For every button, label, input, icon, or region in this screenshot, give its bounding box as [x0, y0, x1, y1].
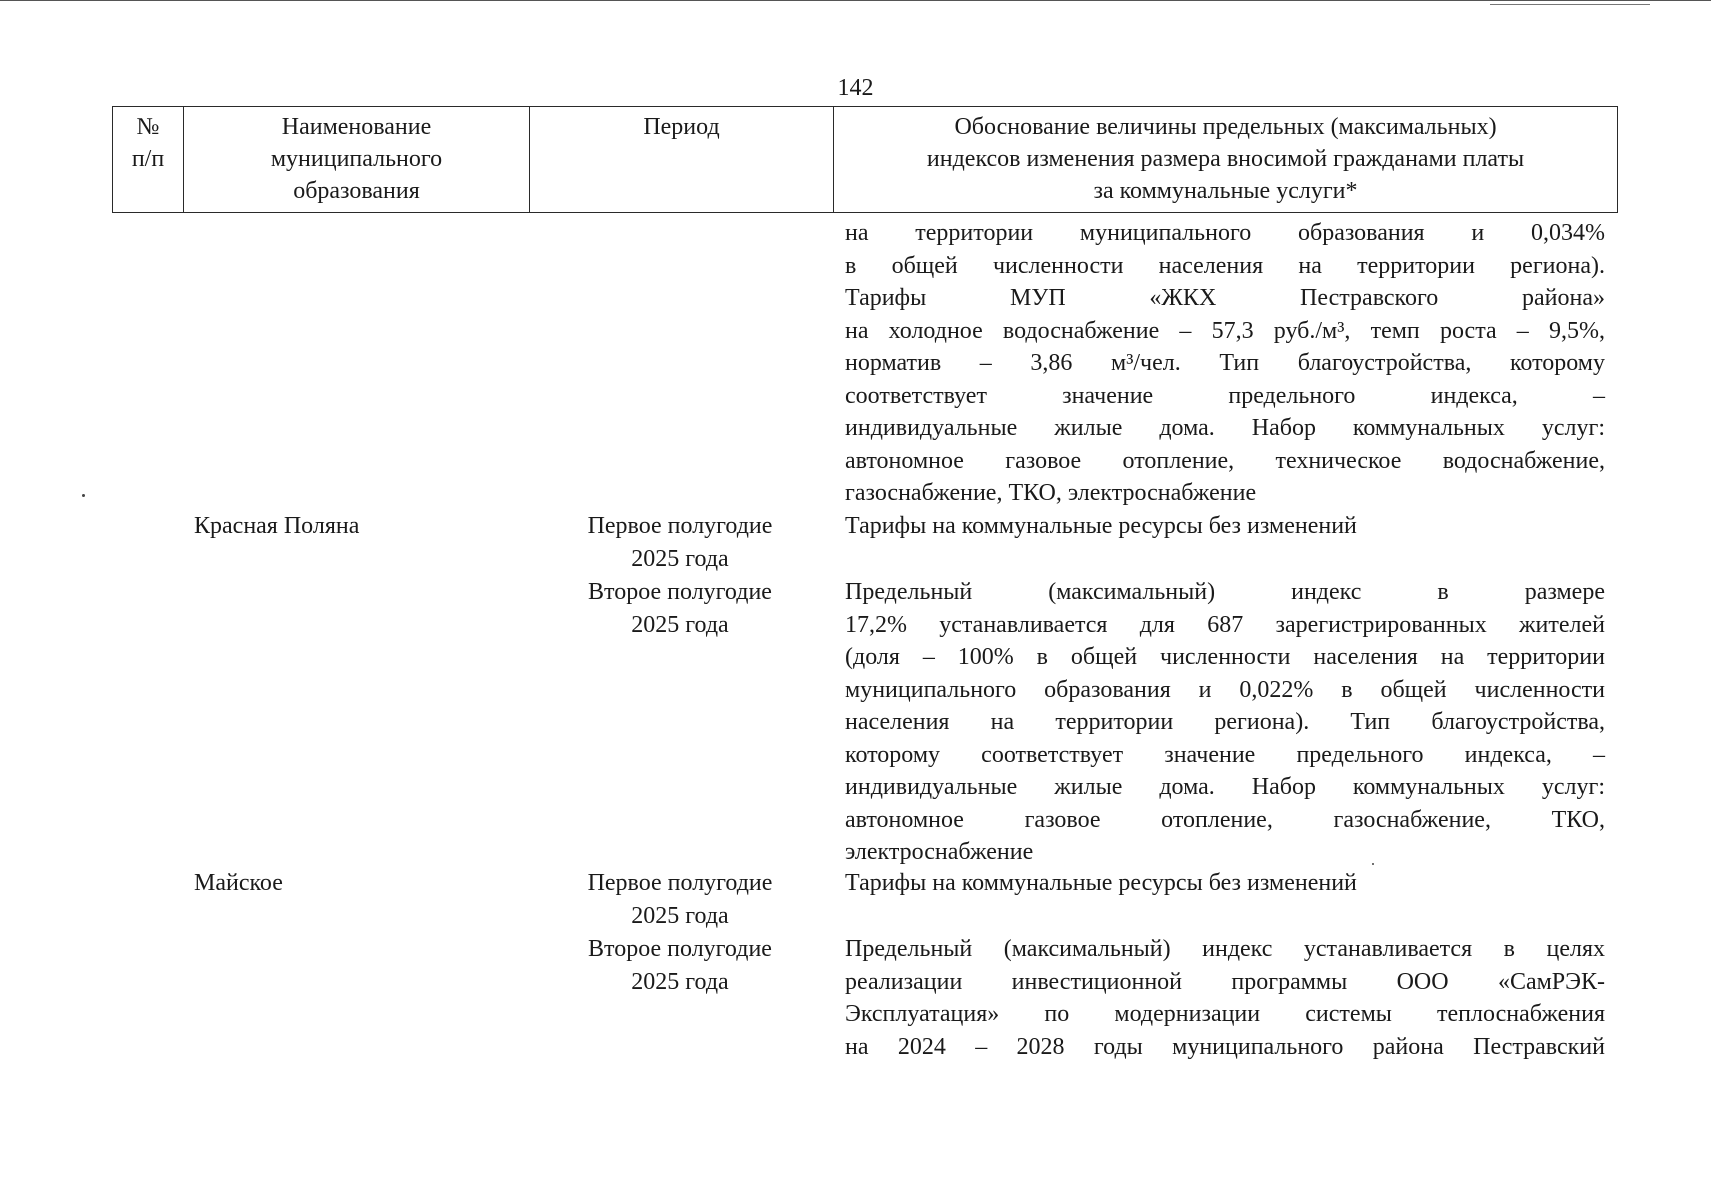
header-text: №	[136, 114, 160, 140]
period-text: Первое полугодие	[587, 513, 773, 539]
text-line: населения на территории региона). Тип благоустройства,	[845, 709, 1605, 735]
text-line: индивидуальные жилые дома. Набор коммунальных услуг:	[845, 415, 1605, 441]
header-text: индексов изменения размера вносимой гражданами платы	[926, 146, 1525, 172]
text-line: в общей численности населения на территории региона).	[845, 252, 1605, 279]
header-text: за коммунальные услуги*	[1093, 178, 1358, 204]
justification-first-half: Тарифы на коммунальные ресурсы без изменений	[845, 870, 1357, 896]
scan-speck	[1372, 863, 1374, 865]
header-text: Период	[643, 114, 720, 140]
text-line: на холодное водоснабжение – 57,3 руб./м³, темп роста – 9,5%,	[845, 317, 1605, 344]
text-line: на 2024 – 2028 годы муниципального района Пестравский	[845, 1033, 1605, 1060]
text-line: реализации инвестиционной программы ООО «СамРЭК-	[845, 968, 1605, 995]
continuation-paragraph	[845, 217, 1605, 510]
header-text: Обоснование величины предельных (максимальных)	[954, 114, 1497, 140]
scan-edge	[1490, 4, 1650, 5]
text-line: Тарифы МУП «ЖКХ Пестравского района»	[845, 285, 1605, 311]
municipality-name: Майское	[194, 870, 283, 896]
header-period-cell	[530, 107, 834, 213]
period-first-half	[530, 867, 830, 932]
period-text: Второе полугодие	[588, 936, 772, 962]
text-line: 17,2% устанавливается для 687 зарегистрированных жителей	[845, 611, 1605, 638]
scan-edge	[0, 0, 1711, 1]
table-header	[112, 106, 1618, 213]
municipality-name: Красная Поляна	[194, 513, 360, 539]
justification-first-half: Тарифы на коммунальные ресурсы без изменений	[845, 513, 1357, 539]
header-text: муниципального	[270, 146, 443, 172]
scan-speck	[82, 494, 85, 497]
text-line: Предельный (максимальный) индекс устанавливается в целях	[845, 936, 1605, 962]
justification-second-half	[845, 576, 1605, 869]
period-text: Второе полугодие	[588, 579, 772, 605]
text-line: газоснабжение, ТКО, электроснабжение	[845, 480, 1257, 506]
text-line: соответствует значение предельного индекса, –	[845, 382, 1605, 409]
period-text: 2025 года	[631, 545, 729, 572]
period-second-half	[530, 576, 830, 641]
period-first-half	[530, 510, 830, 575]
text-line: электроснабжение	[845, 839, 1034, 865]
page-number: 142	[837, 75, 874, 101]
period-text: 2025 года	[631, 902, 729, 929]
header-municipality-cell	[184, 107, 530, 213]
text-line: автономное газовое отопление, газоснабжение, ТКО,	[845, 806, 1605, 833]
text-line: муниципального образования и 0,022% в общей численности	[845, 676, 1605, 703]
text-line: на территории муниципального образования и 0,034%	[845, 220, 1605, 246]
text-line: Предельный (максимальный) индекс в размере	[845, 579, 1605, 605]
header-number-cell	[113, 107, 184, 213]
header-text: образования	[293, 178, 420, 204]
text-line: (доля – 100% в общей численности населения на территории	[845, 644, 1605, 670]
text-line: норматив – 3,86 м³/чел. Тип благоустройства, которому	[845, 350, 1605, 376]
justification-second-half	[845, 933, 1605, 1063]
text-line: Эксплуатация» по модернизации системы теплоснабжения	[845, 1001, 1605, 1027]
text-line: которому соответствует значение предельного индекса, –	[845, 741, 1605, 768]
period-text: 2025 года	[631, 611, 729, 638]
header-text: п/п	[131, 146, 165, 172]
period-text: Первое полугодие	[587, 870, 773, 896]
period-second-half	[530, 933, 830, 998]
period-text: 2025 года	[631, 968, 729, 995]
header-justification-cell	[834, 107, 1618, 213]
text-line: индивидуальные жилые дома. Набор коммунальных услуг:	[845, 774, 1605, 800]
header-text: Наименование	[281, 114, 432, 140]
text-line: автономное газовое отопление, техническое водоснабжение,	[845, 447, 1605, 474]
